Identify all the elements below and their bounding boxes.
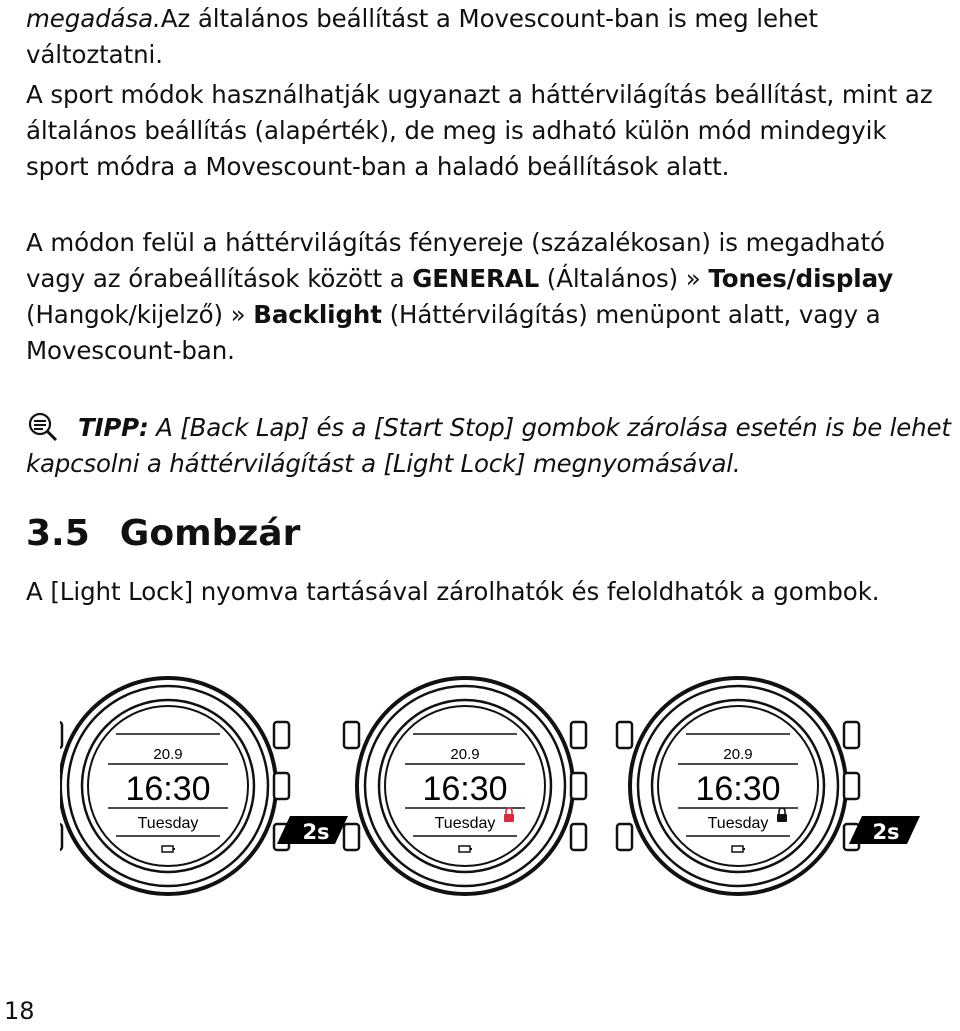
menu-tones-display: Tones/display: [708, 264, 894, 293]
arrow-2-label: 2s: [872, 820, 900, 844]
watch-3: [617, 678, 859, 894]
arrow-2: [849, 816, 920, 844]
watch-time: 16:30: [422, 770, 508, 808]
tip-text: A [Back Lap] és a [Start Stop] gombok zárolása esetén is be lehet kapcsolni a háttérvilágítást a [Light Lock] megnyomásával.: [26, 413, 951, 478]
tip-label: TIPP:: [78, 413, 149, 442]
watch-date: 20.9: [153, 746, 183, 763]
watch-time: 16:30: [125, 770, 211, 808]
watch-date: 20.9: [450, 746, 480, 763]
arrow-1-label: 2s: [302, 820, 330, 844]
watch-day: Tuesday: [707, 815, 769, 832]
section-title: Gombzár: [119, 513, 301, 554]
paragraph-sport-modes: A sport módok használhatják ugyanazt a háttérvilágítás beállítást, mint az általános beállítás (alapérték), de meg is adható külön mód mindegyik sport módra a Movescount-ban a haladó beállítások alatt.: [26, 80, 933, 181]
section-heading: [26, 508, 300, 560]
watch-date: 20.9: [723, 746, 753, 763]
paragraph-intro-text: Az általános beállítást a Movescount-ban is meg lehet változtatni.: [26, 4, 818, 69]
menu-general: GENERAL: [412, 264, 540, 293]
page-number: 18: [4, 997, 35, 1025]
brightness-text-4: (Háttérvilágítás) menüpont alatt, vagy a Movescount-ban.: [26, 300, 881, 365]
brightness-text-3: (Hangok/kijelző) »: [26, 300, 254, 329]
italic-lead: megadása.: [26, 4, 161, 33]
brightness-text-2: (Általános) »: [539, 264, 709, 293]
tip-box: [26, 410, 956, 482]
watch-day: Tuesday: [434, 815, 496, 832]
watch-2: [344, 678, 586, 894]
paragraph-button-lock: A [Light Lock] nyomva tartásával zárolhatók és feloldhatók a gombok.: [26, 577, 880, 606]
watch-1: [60, 678, 289, 894]
arrow-1: [277, 816, 348, 844]
magnifier-tip-icon: [26, 412, 70, 442]
menu-backlight: Backlight: [253, 300, 382, 329]
section-number: 3.5: [26, 513, 90, 554]
watch-illustration: [60, 668, 920, 918]
paragraph-intro: [26, 1, 946, 73]
paragraph-brightness: [26, 225, 946, 369]
watch-day: Tuesday: [137, 815, 199, 832]
watch-time: 16:30: [695, 770, 781, 808]
brightness-text-1: A módon felül a háttérvilágítás fényereje (százalékosan) is megadható vagy az órabeállítások között a: [26, 228, 885, 293]
